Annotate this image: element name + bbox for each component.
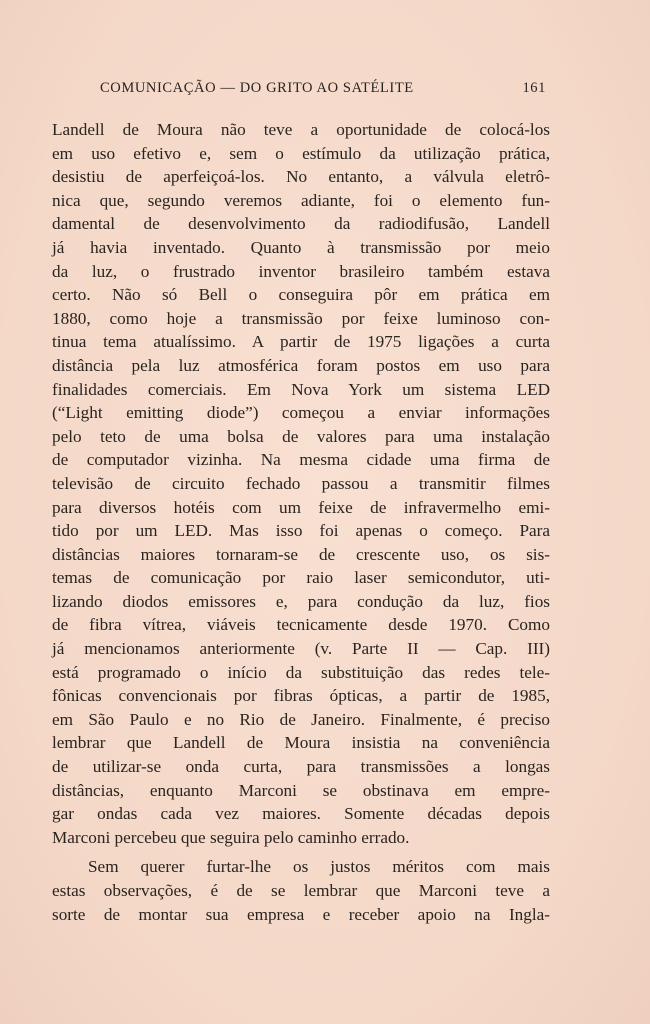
text-line: de computador vizinha. Na mesma cidade uma firma de <box>52 450 550 470</box>
text-line: Landell de Moura não teve a oportunidade de colocá-los <box>52 120 550 139</box>
text-line: lembrar que Landell de Moura insistia na conveniência <box>52 733 550 753</box>
text-line: em uso efetivo e, sem o estímulo da utilização prática, <box>52 143 550 163</box>
text-line: para diversos hotéis com um feixe de infravermelho emi- <box>52 497 550 517</box>
text-line: gar ondas cada vez maiores. Somente décadas depois <box>52 804 550 824</box>
text-line: estas observações, é de se lembrar que Marconi teve a <box>52 881 550 900</box>
text-line: de utilizar-se onda curta, para transmissões a longas <box>52 757 550 777</box>
text-line: (“Light emitting diode”) começou a enviar informações <box>52 403 550 423</box>
text-line: Marconi percebeu que seguira pelo caminho errado. <box>52 827 410 847</box>
text-line: sorte de montar sua empresa e receber apoio na Ingla- <box>52 904 550 924</box>
text-line: temas de comunicação por raio laser semicondutor, uti- <box>52 568 550 588</box>
text-line: lizando diodos emissores e, para condução da luz, fios <box>52 591 550 611</box>
text-line: certo. Não só Bell o conseguira pôr em prática em <box>52 285 550 305</box>
text-line: em São Paulo e no Rio de Janeiro. Finalmente, é preciso <box>52 709 550 729</box>
text-line: finalidades comerciais. Em Nova York um sistema LED <box>52 379 550 399</box>
text-line: televisão de circuito fechado passou a transmitir filmes <box>52 473 550 493</box>
text-line: fônicas convencionais por fibras ópticas, a partir de 1985, <box>52 686 550 706</box>
text-line: tido por um LED. Mas isso foi apenas o começo. Para <box>52 521 550 541</box>
text-line: da luz, o frustrado inventor brasileiro também estava <box>52 261 550 281</box>
text-line: distâncias maiores tornaram-se de crescente uso, os sis- <box>52 544 550 564</box>
text-line: distâncias, enquanto Marconi se obstinava em empre- <box>52 780 550 800</box>
text-line: já mencionamos anteriormente (v. Parte II — Cap. III) <box>52 639 550 659</box>
paragraph-1 <box>52 118 550 849</box>
text-line: Sem querer furtar-lhe os justos méritos com mais <box>88 857 550 877</box>
text-line: tinua tema atualíssimo. A partir de 1975 ligações a curta <box>52 332 550 352</box>
text-line: nica que, segundo veremos adiante, foi o elemento fun- <box>52 190 550 210</box>
text-line: pelo teto de uma bolsa de valores para uma instalação <box>52 426 550 446</box>
text-line: distância pela luz atmosférica foram postos em uso para <box>52 355 550 375</box>
text-line: 1880, como hoje a transmissão por feixe luminoso con- <box>52 308 550 328</box>
text-line: damental de desenvolvimento da radiodifusão, Landell <box>52 214 550 234</box>
text-line: está programado o início da substituição das redes tele- <box>52 662 550 682</box>
text-line: já havia inventado. Quanto à transmissão por meio <box>52 237 550 257</box>
text-line: de fibra vítrea, viáveis tecnicamente desde 1970. Como <box>52 615 550 635</box>
body-text <box>52 118 550 926</box>
running-head <box>50 78 548 100</box>
paragraph-2 <box>52 855 550 926</box>
text-line: desistiu de aperfeiçoá-los. No entanto, a válvula eletrô- <box>52 167 550 187</box>
page-number: 161 <box>522 80 546 96</box>
running-title: COMUNICAÇÃO — DO GRITO AO SATÉLITE <box>100 80 414 96</box>
